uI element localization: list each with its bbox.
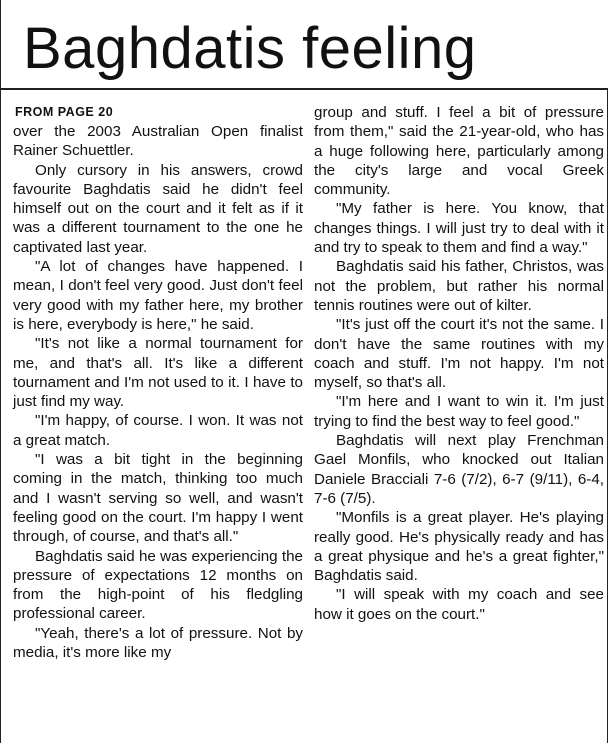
headline-rule xyxy=(1,88,608,90)
paragraph: Only cursory in his answers, crowd favourite Baghdatis said he didn't feel himself out on the court and it felt as if it was a different tournament to the one he captivated last year. xyxy=(13,161,303,256)
right-column xyxy=(314,103,604,624)
paragraph: "Yeah, there's a lot of pressure. Not by media, it's more like my xyxy=(13,624,303,662)
paragraph: "Monfils is a great player. He's playing really good. He's physically ready and has a great physique and he's a great fighter," Baghdatis said. xyxy=(314,509,604,585)
continuation-kicker: FROM PAGE 20 xyxy=(15,105,114,119)
paragraph: group and stuff. I feel a bit of pressure from them," said the 21-year-old, who has a huge following here, particularly among the city's large and vocal Greek community. xyxy=(314,104,604,199)
paragraph: "It's just off the court it's not the same. I don't have the same routines with my coach and stuff. I'm not happy. I'm not myself, so that's all. xyxy=(314,316,604,392)
paragraph: "A lot of changes have happened. I mean, I don't feel very good. Just don't feel very good with my father here, my brother is here, everybody is here," he said. xyxy=(13,258,303,333)
left-column xyxy=(13,103,303,662)
paragraph: "It's not like a normal tournament for me, and that's all. It's like a different tournament and I'm not used to it. I have to just find my way. xyxy=(13,335,303,411)
paragraph: Baghdatis said he was experiencing the pressure of expectations 12 months on from the high-point of his fledgling professional career. xyxy=(13,547,303,623)
paragraph: "I'm happy, of course. I won. It was not a great match. xyxy=(13,412,303,449)
paragraph: "I'm here and I want to win it. I'm just trying to find the best way to feel good." xyxy=(314,393,604,430)
paragraph: Baghdatis said his father, Christos, was not the problem, but rather his normal tennis routines were out of kilter. xyxy=(314,258,604,314)
paragraph: "I will speak with my coach and see how it goes on the court." xyxy=(314,586,604,623)
headline: Baghdatis feeling xyxy=(23,16,477,81)
paragraph: over the 2003 Australian Open finalist Rainer Schuettler. xyxy=(13,123,303,160)
paragraph: "I was a bit tight in the beginning coming in the match, thinking too much and I wasn't serving so well, and wasn't feeling good on the court. I'm happy I went through, of course, and that's all." xyxy=(13,451,303,546)
paragraph: Baghdatis will next play Frenchman Gael Monfils, who knocked out Italian Daniele Bracciali 7-6 (7/2), 6-7 (9/11), 6-4, 7-6 (7/5). xyxy=(314,432,604,507)
paragraph: "My father is here. You know, that changes things. I will just try to deal with it and try to speak to them and find a way." xyxy=(314,200,604,257)
